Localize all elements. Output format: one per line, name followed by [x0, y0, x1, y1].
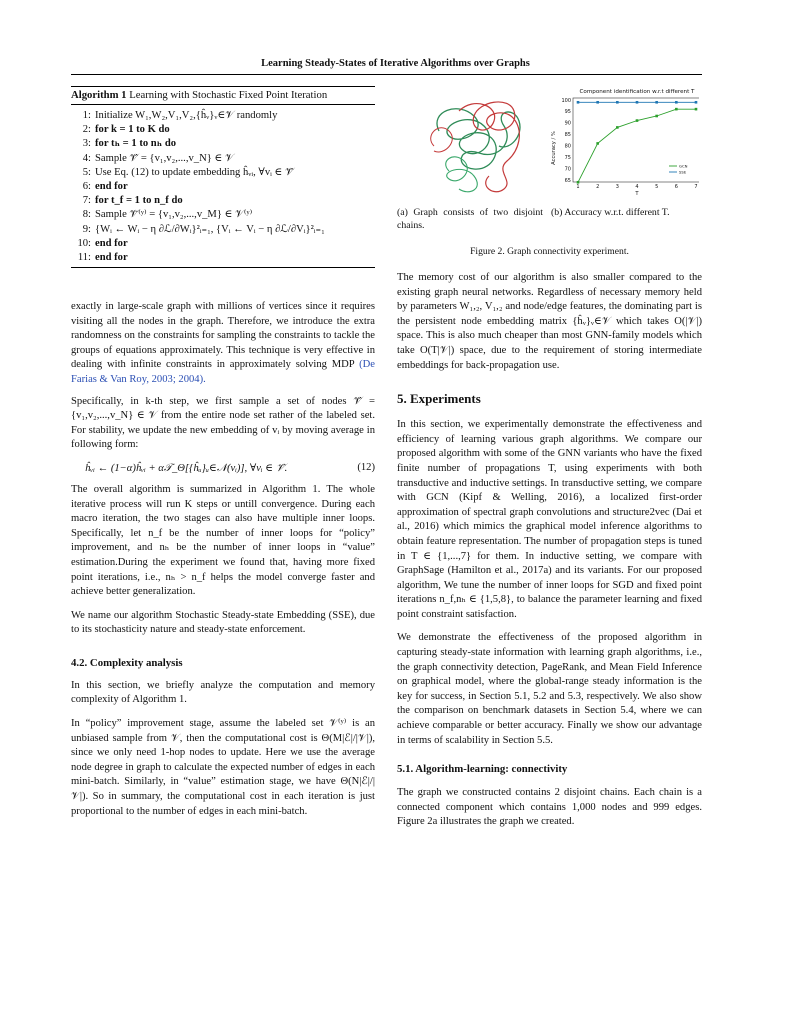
x-tick-label: 5: [655, 184, 659, 190]
data-point-gcn: [577, 181, 580, 184]
algorithm-line: 9: {Wᵢ ← Wᵢ − η ∂ℒ/∂Wᵢ}²ᵢ₌₁, {Vᵢ ← Vᵢ − η ∂ℒ/∂Vᵢ}²ᵢ₌₁: [82, 223, 325, 235]
paragraph: In “policy” improvement stage, assume the labeled set 𝒱⁽ʸ⁾ is an unbiased sample from 𝒱, then the computational cost is Θ(M|ℰ|/|𝒱|), since we only need 1-hop nodes to update. Here we use the average node degree in graph to calculate the expected number of edges in each mini-batch. Similarly, in “value” estimation stage, we have Θ(N|ℰ|/|𝒱|). So in summary, the computational cost in each iteration is just proportional to the number of edges in each mini-batch.: [71, 718, 375, 817]
paragraph: The overall algorithm is summarized in Algorithm 1. The whole iterative process will run K steps or untill convergence. During each macro iteration, the two stages can also have multiple inner loops. Specifically, let n_f be the number of inner loops for “policy” improvement, and nₕ be the number of inner loops in “value” estimation.During the experiment we found that, having more fixed point iterations, i.e., nₕ > n_f helps the model converge faster and achieve better generalization.: [71, 483, 375, 598]
data-point-sse: [616, 101, 619, 104]
graph-illustration: [419, 91, 539, 201]
y-tick-label: 90: [564, 120, 571, 127]
x-tick-label: 2: [596, 184, 600, 190]
x-tick-label: 6: [674, 184, 678, 190]
data-point-sse: [596, 101, 599, 104]
paragraph: exactly in large-scale graph with millions of vertices since it requires visiting all the nodes in the graph. Therefore, we introduce the extra randomness on the constraints for sampling the constraints to tackle the groups of equations approximately. This technique is very effective in dealing with infinite constraints in approximately solving MDP (De Farias & Van Roy, 2003; 2004).: [71, 301, 375, 385]
x-tick-label: 1: [576, 184, 580, 190]
running-title: Learning Steady-States of Iterative Algorithms over Graphs: [261, 58, 530, 69]
data-point-sse: [636, 101, 639, 104]
paragraph: We name our algorithm Stochastic Steady-state Embedding (SSE), due to its stochasticity nature and steady-state enforcement.: [71, 609, 375, 636]
accuracy-chart: [547, 86, 699, 203]
algorithm-title-text: Learning with Stochastic Fixed Point Iteration: [129, 89, 328, 101]
y-tick-label: 75: [564, 154, 571, 161]
y-tick-label: 70: [564, 166, 571, 173]
data-point-gcn: [636, 119, 639, 122]
x-tick-label: 4: [635, 184, 639, 190]
data-point-gcn: [695, 108, 698, 111]
algorithm-box: [71, 86, 375, 268]
paragraph: The graph we constructed contains 2 disjoint chains. Each chain is a connected component which contains 1,000 nodes and 999 edges. Figure 2a illustrates the graph we created.: [397, 787, 702, 828]
y-tick-label: 100: [561, 97, 571, 104]
section-heading: 4.2. Complexity analysis: [71, 656, 183, 669]
right-column: [397, 271, 702, 830]
equation-12: [71, 459, 375, 479]
data-point-gcn: [596, 142, 599, 145]
chart-x-axis-label: T: [635, 191, 639, 197]
figure-caption: Figure 2. Graph connectivity experiment.: [470, 246, 629, 257]
algorithm-line: 7: for t_f = 1 to n_f do: [82, 195, 183, 207]
equation-body: ĥᵥᵢ ← (1−α)ĥᵥᵢ + α𝒯_Θ[{ĥᵤ}ᵤ∈𝒩(vᵢ)], ∀vᵢ ∈ 𝒱̂.: [85, 462, 288, 474]
paragraph: We demonstrate the effectiveness of the proposed algorithm in capturing steady-state information with learning graph algorithms, i.e., the graph connectivity detection, PageRank, and Mean Field Inference on graphical model, where the global-range steady information is the key for success, in Section 5.1, 5.2 and 5.3, respectively. We also show the comparison on benchmark datasets in Section 5.4, where we can achieve comparable or better accuracy. Finally we show our advantage in terms of scalability in Section 5.5.: [397, 632, 702, 746]
algorithm-lines: [71, 105, 375, 268]
x-tick-label: 3: [615, 184, 619, 190]
y-tick-label: 95: [564, 109, 571, 116]
data-point-sse: [695, 101, 698, 104]
citation-link[interactable]: (De Farias & Van Roy, 2003; 2004).: [71, 359, 375, 385]
algorithm-line: 11: end for: [77, 251, 128, 263]
section-heading: 5.1. Algorithm-learning: connectivity: [397, 763, 568, 776]
data-point-gcn: [675, 108, 678, 111]
x-tick-label: 7: [694, 184, 698, 190]
algorithm-title: [71, 87, 375, 105]
algorithm-line: 10: end for: [77, 237, 128, 249]
algorithm-line: 3: for tₕ = 1 to nₕ do: [82, 138, 177, 150]
algorithm-line: 1: Initialize W₁,W₂,V₁,V₂,{ĥᵥ}ᵥ∈𝒱 randomly: [82, 110, 278, 121]
subfigure-a-caption: (a) Graph consists of two disjoint chains.: [397, 207, 543, 231]
data-point-sse: [577, 101, 580, 104]
data-point-gcn: [616, 126, 619, 129]
algorithm-line: 4: Sample 𝒱̂ = {v₁,v₂,...,v_N} ∈ 𝒱: [82, 152, 234, 164]
left-column: [71, 300, 375, 819]
y-tick-label: 65: [564, 177, 571, 184]
legend-label-gcn: GCN: [679, 163, 688, 169]
algorithm-line: 6: end for: [82, 180, 128, 192]
chart-y-axis-label: Accuracy / %: [551, 131, 557, 165]
figure-2: [397, 86, 702, 266]
data-point-sse: [655, 101, 658, 104]
legend-label-sse: SSE: [679, 169, 687, 175]
equation-number: (12): [357, 461, 375, 473]
algorithm-line: 5: Use Eq. (12) to update embedding ĥᵥᵢ, ∀vᵢ ∈ 𝒱̂: [82, 166, 294, 178]
y-tick-label: 85: [564, 132, 571, 139]
data-point-gcn: [655, 115, 658, 118]
paragraph: In this section, we experimentally demonstrate the effectiveness and efficiency of learning various graph algorithms. We compare our proposed algorithm with some of the GNN variants who have the fixed finite number of propagations T, using experiments with both transductive and inductive settings. In transductive setting, we compare with GCN (Kipf & Welling, 2016), a localized first-order approximation of spectral graph convolutions and structure2vec (Dai et al., 2016) which mimics the graphical model inference algorithms to obtain feature representation. The number of propagation steps is tuned in T ∈ {1,...,7} for them. In inductive setting, we compare with GraphSage (Hamilton et al., 2017a) and its variants. For our proposed algorithm, We tune the number of inner loops for SGD and fixed point iterations n_f,nₕ ∈ {1,5,8}, to balance the parameter learning and fixed point constraint satisfaction.: [397, 419, 702, 620]
paragraph: In this section, we briefly analyze the computation and memory complexity of Algorithm 1.: [71, 679, 375, 706]
section-heading: 5. Experiments: [397, 391, 481, 407]
algorithm-label: Algorithm 1: [71, 89, 127, 101]
algorithm-line: 8: Sample 𝒱̃⁽ʸ⁾ = {v₁,v₂,...,v_M} ∈ 𝒱⁽ʸ⁾: [82, 209, 253, 221]
chart-canvas: [547, 86, 699, 198]
y-tick-label: 80: [564, 143, 571, 150]
paragraph: The memory cost of our algorithm is also smaller compared to the existing graph neural networks. Regardless of necessary memory held by parameters W₁,₂, V₁,₂ and node/edge features, the dominating part is the persistent node embedding matrix {ĥᵥ}ᵥ∈𝒱 which takes O(|𝒱|) space. This is also much cheaper than most GNN-family models which take O(T|𝒱|) space, due to the requirement of storing intermediate embeddings for back-propagation use.: [397, 272, 702, 371]
paragraph: Specifically, in k-th step, we first sample a set of nodes 𝒱̂ = {v₁,v₂,...,v_N} ∈ 𝒱 from the entire node set rather of the labeled set. For stability, we update the new embedding of vᵢ by moving average in following form:: [71, 395, 375, 451]
chart-title: Component identification w.r.t different T: [579, 89, 695, 95]
data-point-sse: [675, 101, 678, 104]
header-rule: [71, 74, 702, 75]
subfigure-b-caption: (b) Accuracy w.r.t. different T.: [551, 207, 670, 218]
algorithm-line: 2: for k = 1 to K do: [82, 124, 170, 136]
